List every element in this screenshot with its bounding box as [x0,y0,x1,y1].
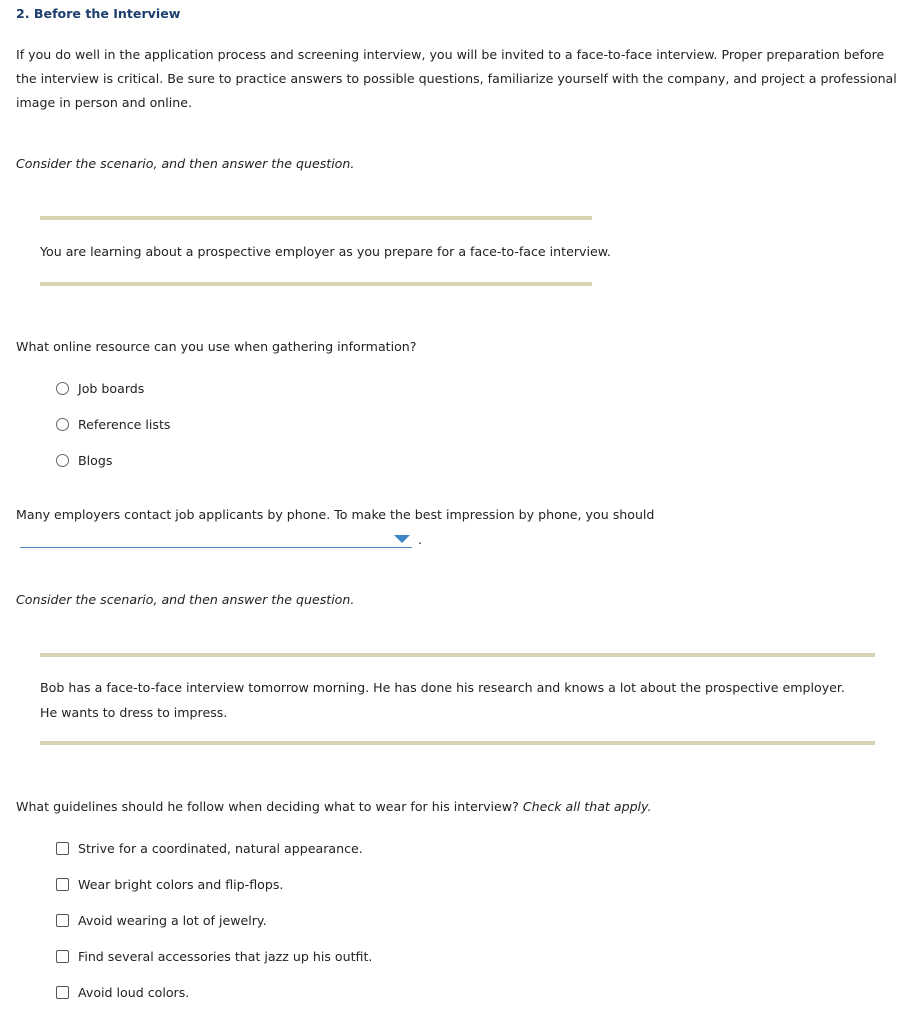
checkbox[interactable] [56,842,69,855]
option-label: Avoid loud colors. [78,985,190,1000]
q3-scenario-top-rule [40,653,875,657]
q3-option-bright-colors[interactable] [56,877,283,892]
q3-option-coordinated-appearance[interactable] [56,841,363,856]
q3-option-avoid-jewelry[interactable] [56,913,267,928]
radio-button[interactable] [56,418,69,431]
radio-button[interactable] [56,382,69,395]
q1-option-job-boards[interactable] [56,381,144,396]
q1-scenario-top-rule [40,216,592,220]
section-title: 2. Before the Interview [16,6,181,21]
option-label: Blogs [78,453,113,468]
q3-option-avoid-loud-colors[interactable] [56,985,189,1000]
option-label: Find several accessories that jazz up his outfit. [78,949,373,964]
checkbox[interactable] [56,950,69,963]
q2-answer-dropdown[interactable] [20,530,412,548]
q2-prompt: Many employers contact job applicants by phone. To make the best impression by phone, you should [16,507,655,522]
option-label: Avoid wearing a lot of jewelry. [78,913,267,928]
q1-scenario-bottom-rule [40,282,592,286]
option-label: Job boards [78,381,145,396]
q3-scenario-bottom-rule [40,741,875,745]
q1-option-reference-lists[interactable] [56,417,170,432]
checkbox[interactable] [56,986,69,999]
q1-scenario-text: You are learning about a prospective employer as you prepare for a face-to-face interview. [40,244,611,259]
q1-question: What online resource can you use when gathering information? [16,339,417,354]
option-label: Wear bright colors and flip-flops. [78,877,284,892]
q1-option-blogs[interactable] [56,453,112,468]
q3-question-text: What guidelines should he follow when deciding what to wear for his interview? [16,799,519,814]
q3-scenario-text: Bob has a face-to-face interview tomorrow morning. He has done his research and knows a lot about the prospective employer. He wants to dress to impress. [40,680,845,720]
q3-question [16,799,652,814]
checkbox[interactable] [56,878,69,891]
radio-button[interactable] [56,454,69,467]
q3-question-hint: Check all that apply. [522,799,652,814]
option-label: Strive for a coordinated, natural appearance. [78,841,363,856]
option-label: Reference lists [78,417,171,432]
chevron-down-icon[interactable] [394,535,410,543]
q2-trailing-period: . [418,532,423,547]
intro-paragraph: If you do well in the application process and screening interview, you will be invited to a face-to-face interview. Proper preparation before the interview is critical. Be sure to practice answers to possible questions, familiarize yourself with the company, and project a professional image in person and online. [16,47,897,110]
checkbox[interactable] [56,914,69,927]
q3-option-accessories[interactable] [56,949,372,964]
q1-instruction: Consider the scenario, and then answer the question. [16,156,355,171]
q3-instruction: Consider the scenario, and then answer the question. [16,592,355,607]
